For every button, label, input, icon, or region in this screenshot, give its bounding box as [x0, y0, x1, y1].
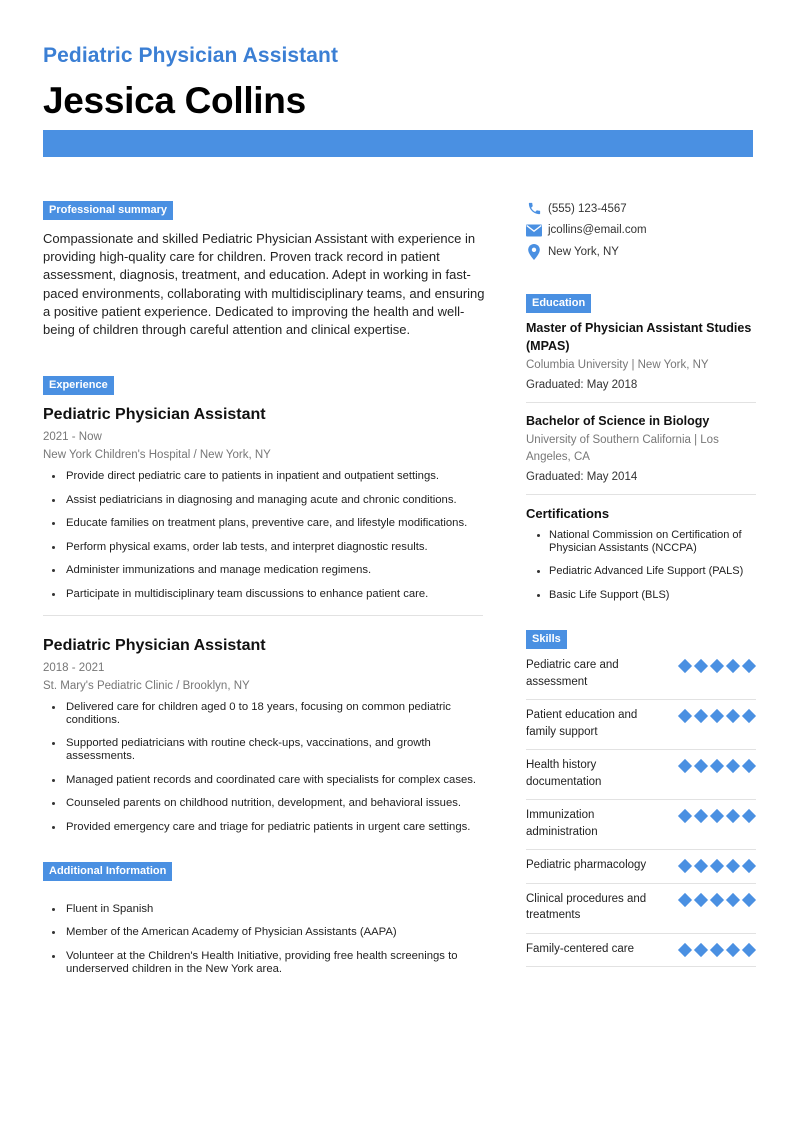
experience-entry: [43, 636, 483, 834]
skill-rating: [678, 759, 756, 773]
list-item: Basic Life Support (BLS): [526, 589, 756, 602]
section-label-skills: Skills: [526, 630, 567, 649]
skill-row: [526, 650, 756, 700]
certifications-block: [526, 505, 756, 601]
rating-diamond-icon: [742, 893, 756, 907]
skill-rating: [678, 943, 756, 957]
list-item: Provided emergency care and triage for pediatric patients in urgent care settings.: [43, 821, 483, 834]
rating-diamond-icon: [726, 943, 740, 957]
rating-diamond-icon: [694, 893, 708, 907]
resume-header: [43, 42, 753, 124]
rating-diamond-icon: [678, 809, 692, 823]
rating-diamond-icon: [726, 709, 740, 723]
list-item: Volunteer at the Children's Health Initiative, providing free health screenings to underserved children in the New York area.: [43, 950, 483, 976]
rating-diamond-icon: [710, 809, 724, 823]
list-item: Participate in multidisciplinary team discussions to enhance patient care.: [43, 588, 483, 601]
education-graduated: Graduated: May 2018: [526, 379, 638, 391]
rating-diamond-icon: [726, 859, 740, 873]
skill-name: Pediatric care and assessment: [526, 659, 619, 688]
rating-diamond-icon: [726, 809, 740, 823]
rating-diamond-icon: [742, 859, 756, 873]
rating-diamond-icon: [694, 859, 708, 873]
rating-diamond-icon: [678, 859, 692, 873]
skills-list: [526, 650, 756, 967]
certifications-title: Certifications: [526, 506, 610, 521]
rating-diamond-icon: [710, 659, 724, 673]
divider: [526, 402, 756, 403]
rating-diamond-icon: [694, 943, 708, 957]
email-text: jcollins@email.com: [548, 224, 647, 237]
experience-dates: 2018 - 2021: [43, 661, 105, 674]
list-item: Administer immunizations and manage medication regimens.: [43, 564, 483, 577]
rating-diamond-icon: [726, 759, 740, 773]
list-item: Provide direct pediatric care to patients in inpatient and outpatient settings.: [43, 470, 483, 483]
additional-list: [43, 903, 483, 976]
list-item: Member of the American Academy of Physician Assistants (AAPA): [43, 926, 483, 939]
contact-location: [526, 241, 756, 263]
education-graduated: Graduated: May 2014: [526, 471, 638, 483]
section-label-summary: Professional summary: [43, 201, 173, 220]
rating-diamond-icon: [678, 893, 692, 907]
experience-dates: 2021 - Now: [43, 431, 102, 444]
location-pin-icon: [526, 244, 542, 260]
skill-row: [526, 700, 756, 750]
list-item: Delivered care for children aged 0 to 18 years, focusing on common pediatric conditions.: [43, 701, 483, 727]
skill-name: Clinical procedures and treatments: [526, 892, 647, 921]
location-text: New York, NY: [548, 245, 619, 258]
rating-diamond-icon: [694, 709, 708, 723]
skill-rating: [678, 709, 756, 723]
skill-name: Immunization administration: [526, 809, 598, 838]
rating-diamond-icon: [726, 659, 740, 673]
rating-diamond-icon: [742, 709, 756, 723]
rating-diamond-icon: [694, 759, 708, 773]
phone-text: (555) 123-4567: [548, 202, 627, 215]
section-label-additional: Additional Information: [43, 862, 172, 881]
divider: [43, 615, 483, 616]
rating-diamond-icon: [710, 859, 724, 873]
skill-name: Pediatric pharmacology: [526, 859, 647, 871]
skill-rating: [678, 893, 756, 907]
left-column: [43, 200, 483, 986]
list-item: Assist pediatricians in diagnosing and managing acute and chronic conditions.: [43, 494, 483, 507]
skill-rating: [678, 809, 756, 823]
rating-diamond-icon: [710, 759, 724, 773]
right-column: [526, 198, 756, 967]
experience-bullets: [43, 701, 483, 834]
experience-entry: [43, 405, 483, 601]
phone-icon: [526, 201, 542, 217]
accent-bar: [43, 130, 753, 157]
education-degree: Master of Physician Assistant Studies (MPAS): [526, 320, 752, 353]
rating-diamond-icon: [726, 893, 740, 907]
list-item: Supported pediatricians with routine check-ups, vaccinations, and growth assessments.: [43, 737, 483, 763]
skill-row: [526, 800, 756, 850]
experience-org: St. Mary's Pediatric Clinic / Brooklyn, NY: [43, 679, 250, 692]
skill-name: Patient education and family support: [526, 709, 638, 738]
job-title: Pediatric Physician Assistant: [43, 44, 339, 67]
certifications-list: [526, 529, 756, 601]
list-item: Counseled parents on childhood nutrition, development, and behavioral issues.: [43, 797, 483, 810]
divider: [526, 494, 756, 495]
rating-diamond-icon: [710, 893, 724, 907]
experience-title: Pediatric Physician Assistant: [43, 406, 266, 424]
candidate-name: Jessica Collins: [43, 80, 306, 121]
rating-diamond-icon: [678, 759, 692, 773]
skill-name: Family-centered care: [526, 942, 635, 955]
rating-diamond-icon: [678, 659, 692, 673]
rating-diamond-icon: [742, 659, 756, 673]
contact-phone: [526, 198, 756, 220]
summary-text: Compassionate and skilled Pediatric Physician Assistant with experience in providing high-quality care for children. Proven track record in patient assessment, diagnosis, treatment, and education. Adept in working in fast-paced environments, collaborating with multidisciplinary teams, and ensuring a positive patient experience. Dedicated to improving the health and well-being of children through careful attention and clinical expertise.: [43, 231, 485, 338]
skill-rating: [678, 859, 756, 873]
skill-row: [526, 884, 756, 934]
experience-org: New York Children's Hospital / New York, NY: [43, 449, 271, 462]
list-item: Managed patient records and coordinated care with specialists for complex cases.: [43, 774, 483, 787]
rating-diamond-icon: [678, 943, 692, 957]
education-school: University of Southern California | Los Angeles, CA: [526, 434, 719, 463]
experience-bullets: [43, 470, 483, 601]
rating-diamond-icon: [742, 809, 756, 823]
section-label-education: Education: [526, 294, 591, 313]
list-item: Educate families on treatment plans, preventive care, and lifestyle modifications.: [43, 517, 483, 530]
contact-block: [526, 198, 756, 263]
skill-rating: [678, 659, 756, 673]
skill-name: Health history documentation: [526, 759, 602, 788]
rating-diamond-icon: [678, 709, 692, 723]
email-icon: [526, 222, 542, 238]
rating-diamond-icon: [742, 943, 756, 957]
rating-diamond-icon: [694, 659, 708, 673]
list-item: Pediatric Advanced Life Support (PALS): [526, 565, 756, 578]
list-item: National Commission on Certification of Physician Assistants (NCCPA): [526, 529, 756, 554]
rating-diamond-icon: [710, 709, 724, 723]
list-item: Fluent in Spanish: [43, 903, 483, 916]
education-entry: [526, 412, 756, 485]
skill-row: [526, 934, 756, 968]
education-degree: Bachelor of Science in Biology: [526, 414, 710, 428]
rating-diamond-icon: [710, 943, 724, 957]
skill-row: [526, 850, 756, 884]
list-item: Perform physical exams, order lab tests, and interpret diagnostic results.: [43, 541, 483, 554]
education-school: Columbia University | New York, NY: [526, 358, 709, 371]
rating-diamond-icon: [694, 809, 708, 823]
experience-title: Pediatric Physician Assistant: [43, 636, 266, 654]
contact-email: [526, 220, 756, 242]
skill-row: [526, 750, 756, 800]
rating-diamond-icon: [742, 759, 756, 773]
education-entry: [526, 319, 756, 394]
section-label-experience: Experience: [43, 376, 114, 395]
